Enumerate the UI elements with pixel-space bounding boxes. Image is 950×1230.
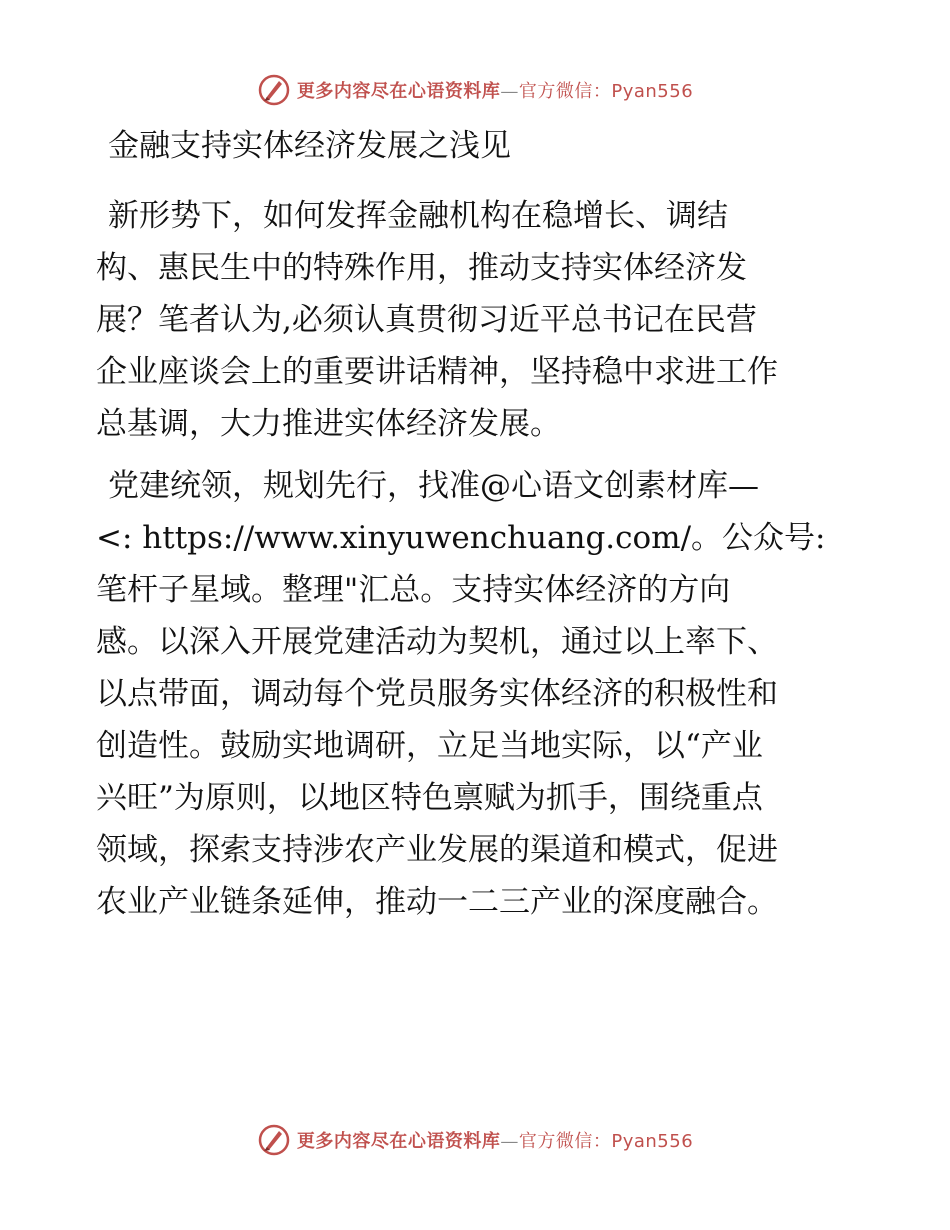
document-title: 金融支持实体经济发展之浅见	[108, 128, 511, 164]
quill-logo-icon	[257, 73, 291, 107]
footer-banner	[0, 1120, 950, 1160]
banner-lead: 更多内容尽在心语资料库	[296, 1131, 501, 1152]
text-line: 兴旺”为原则，以地区特色禀赋为抓手，围绕重点	[96, 780, 763, 816]
banner-lead: 更多内容尽在心语资料库	[296, 81, 501, 102]
paragraph-1	[96, 190, 852, 450]
document-body	[96, 190, 852, 938]
text-line: 构、惠民生中的特殊作用，推动支持实体经济发	[96, 250, 747, 286]
text-line: 以点带面，调动每个党员服务实体经济的积极性和	[96, 676, 778, 712]
text-line: 企业座谈会上的重要讲话精神，坚持稳中求进工作	[96, 354, 778, 390]
text-line: 党建统领，规划先行，找准@心语文创素材库—	[108, 468, 759, 504]
banner-wechat-label: 官方微信：	[518, 81, 612, 102]
header-banner	[0, 70, 950, 110]
paragraph-2	[96, 460, 852, 928]
text-line: 新形势下，如何发挥金融机构在稳增长、调结	[108, 198, 728, 234]
banner-separator: —	[500, 1131, 519, 1152]
text-line: <: https://www.xinyuwenchuang.com/。公众号:	[96, 520, 826, 556]
text-line: 总基调，大力推进实体经济发展。	[96, 406, 561, 442]
text-line: 笔杆子星域。整理"汇总。支持实体经济的方向	[96, 572, 731, 608]
quill-logo-icon	[257, 1123, 291, 1157]
text-line: 领域，探索支持涉农产业发展的渠道和模式，促进	[96, 832, 778, 868]
banner-wechat-label: 官方微信：	[518, 1131, 612, 1152]
banner-wechat-id: Pyan556	[611, 1131, 694, 1152]
banner-separator: —	[500, 81, 519, 102]
text-line: 展？笔者认为,必须认真贯彻习近平总书记在民营	[96, 302, 757, 338]
text-line: 感。以深入开展党建活动为契机，通过以上率下、	[96, 624, 778, 660]
text-line: 农业产业链条延伸，推动一二三产业的深度融合。	[96, 884, 778, 920]
banner-wechat-id: Pyan556	[611, 81, 694, 102]
banner-text	[297, 77, 693, 103]
text-line: 创造性。鼓励实地调研，立足当地实际，以“产业	[96, 728, 763, 764]
banner-text	[297, 1127, 693, 1153]
